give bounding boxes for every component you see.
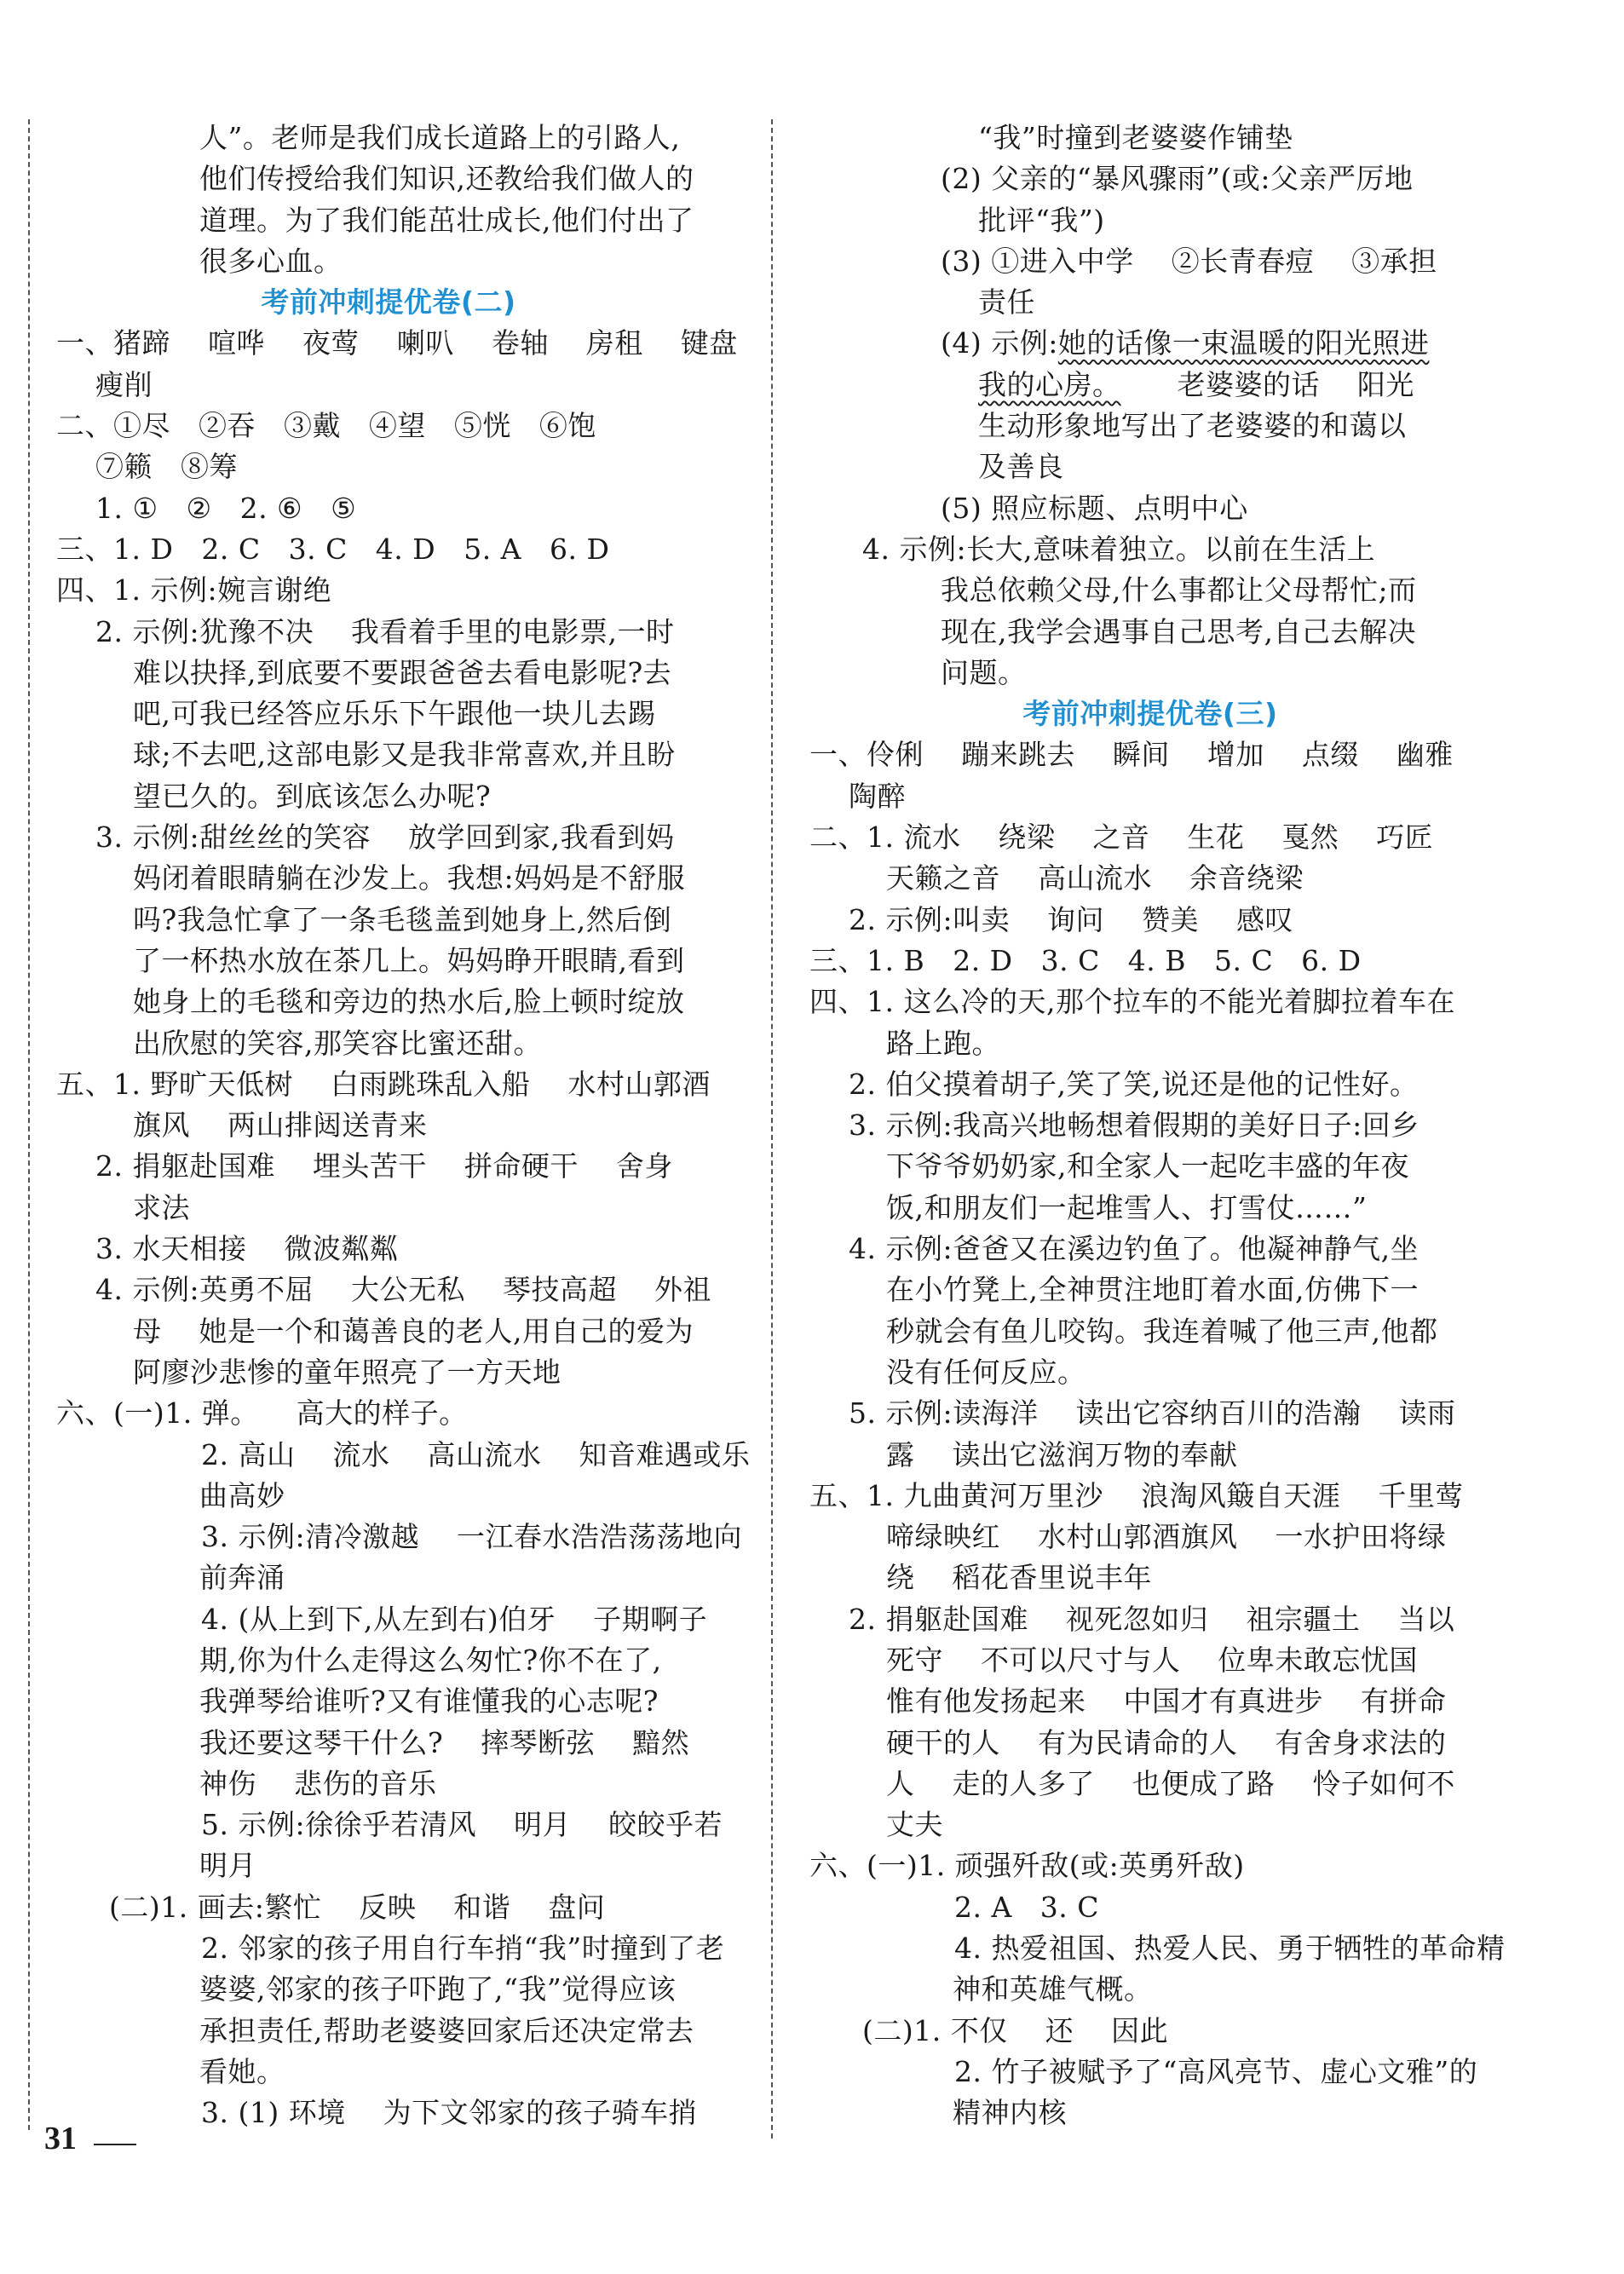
line-text: 精神内核 bbox=[953, 2096, 1067, 2130]
line-text: 3. 示例:甜丝丝的笑容 放学回到家,我看到妈 bbox=[95, 820, 675, 855]
answer-line bbox=[809, 488, 1491, 529]
answer-line bbox=[809, 1887, 1491, 1928]
answer-line bbox=[56, 1105, 738, 1146]
answer-line bbox=[809, 941, 1491, 982]
answer-line bbox=[809, 653, 1491, 694]
answer-line bbox=[809, 529, 1491, 570]
line-text: 陶醉 bbox=[849, 779, 906, 813]
line-text: 她身上的毛毯和旁边的热水后,脸上顿时绽放 bbox=[133, 985, 685, 1019]
answer-line bbox=[809, 1845, 1491, 1886]
line-text: 吧,可我已经答应乐乐下午跟他一块儿去踢 bbox=[133, 697, 656, 731]
line-text: 天籁之音 高山流水 余音绕梁 bbox=[886, 861, 1304, 895]
answer-line bbox=[809, 1557, 1491, 1598]
line-text: 4. 示例:英勇不屈 大公无私 琴技高超 外祖 bbox=[95, 1273, 711, 1307]
answer-line bbox=[809, 365, 1491, 406]
line-text: 六、(一)1. 顽强歼敌(或:英勇歼敌) bbox=[809, 1849, 1245, 1883]
line-text: (2) 父亲的“暴风骤雨”(或:父亲严厉地 bbox=[941, 162, 1414, 196]
answer-line bbox=[56, 241, 738, 282]
answer-line bbox=[56, 1599, 738, 1640]
line-text: 5. 示例:读海洋 读出它容纳百川的浩瀚 读雨 bbox=[849, 1396, 1456, 1431]
line-text: 2. 邻家的孩子用自行车捎“我”时撞到了老 bbox=[201, 1931, 725, 1966]
answer-line bbox=[809, 2011, 1491, 2052]
line-text: 四、1. 示例:婉言谢绝 bbox=[56, 573, 332, 607]
line-text: 生动形象地写出了老婆婆的和蔼以 bbox=[978, 409, 1407, 443]
line-text: 惟有他发扬起来 中国才有真进步 有拼命 bbox=[886, 1684, 1447, 1718]
line-text: (二)1. 画去:繁忙 反映 和谐 盘问 bbox=[109, 1890, 606, 1924]
answer-line bbox=[809, 858, 1491, 899]
line-text: 路上跑。 bbox=[886, 1026, 1000, 1060]
answer-line bbox=[56, 1928, 738, 1969]
answer-line bbox=[809, 1023, 1491, 1064]
line-text: 2. 伯父摸着胡子,笑了笑,说还是他的记性好。 bbox=[849, 1067, 1419, 1101]
answer-line bbox=[56, 1557, 738, 1598]
line-text: 5. 示例:徐徐乎若清风 明月 皎皎乎若 bbox=[201, 1808, 723, 1842]
answer-line bbox=[56, 1269, 738, 1310]
line-text: 吗?我急忙拿了一条毛毯盖到她身上,然后倒 bbox=[133, 902, 672, 936]
line-text: 承担责任,帮助老婆婆回家后还决定常去 bbox=[199, 2013, 694, 2047]
answer-line bbox=[809, 570, 1491, 611]
line-text: 问题。 bbox=[941, 655, 1027, 689]
line-text: 4. (从上到下,从左到右)伯牙 子期啊子 bbox=[201, 1602, 708, 1636]
line-text: 出欣慰的笑容,那笑容比蜜还甜。 bbox=[133, 1026, 542, 1060]
answer-line bbox=[809, 1517, 1491, 1557]
answer-line bbox=[56, 200, 738, 241]
answer-line bbox=[56, 1352, 738, 1393]
left-margin-rule bbox=[28, 119, 30, 2130]
line-text: 硬干的人 有为民请命的人 有舍身求法的 bbox=[886, 1725, 1447, 1759]
line-text: 老婆婆的话 阳光 bbox=[1120, 367, 1414, 401]
line-text: 期,你为什么走得这么匆忙?你不在了, bbox=[199, 1643, 662, 1677]
line-text: 二、1. 流水 绕梁 之音 生花 戛然 巧匠 bbox=[809, 820, 1434, 855]
answer-line bbox=[809, 2052, 1491, 2093]
line-text: 丈夫 bbox=[886, 1808, 943, 1842]
answer-line bbox=[56, 570, 738, 611]
answer-line bbox=[809, 1435, 1491, 1476]
line-text: 了一杯热水放在茶几上。妈妈睁开眼睛,看到 bbox=[133, 943, 685, 977]
answer-line bbox=[56, 1805, 738, 1845]
answer-line bbox=[56, 1229, 738, 1269]
line-text: 啼绿映红 水村山郭酒旗风 一水护田将绿 bbox=[886, 1520, 1447, 1554]
answer-line bbox=[809, 1146, 1491, 1187]
line-text: 2. 高山 流水 高山流水 知音难遇或乐 bbox=[201, 1437, 751, 1471]
answer-line bbox=[809, 1640, 1491, 1681]
answer-line bbox=[809, 1105, 1491, 1146]
answer-line bbox=[809, 1805, 1491, 1845]
answer-line bbox=[809, 1928, 1506, 1969]
answer-line bbox=[809, 1269, 1491, 1310]
answer-line bbox=[809, 1599, 1491, 1640]
line-text: 很多心血。 bbox=[199, 244, 343, 278]
answer-line bbox=[56, 323, 738, 364]
answer-line bbox=[809, 1064, 1491, 1105]
line-text: 4. 热爱祖国、热爱人民、勇于牺牲的革命精 bbox=[954, 1931, 1506, 1966]
line-text: 绕 稻花香里说丰年 bbox=[886, 1561, 1152, 1595]
line-text: 2. 竹子被赋予了“高风亮节、虚心文雅”的 bbox=[954, 2054, 1478, 2088]
answer-line bbox=[56, 529, 738, 570]
answer-line bbox=[56, 1476, 738, 1517]
line-text: 2. 捐躯赴国难 埋头苦干 拼命硬干 舍身 bbox=[95, 1149, 673, 1183]
line-text: ⑦籁 ⑧筹 bbox=[95, 450, 238, 484]
answer-line bbox=[809, 158, 1491, 199]
line-text: (4) 示例: bbox=[941, 326, 1058, 360]
answer-line bbox=[56, 900, 738, 941]
line-text: 求法 bbox=[133, 1190, 190, 1224]
answer-line bbox=[809, 776, 1491, 817]
line-text: 下爷爷奶奶家,和全家人一起吃丰盛的年夜 bbox=[886, 1149, 1409, 1183]
answer-line bbox=[56, 612, 738, 653]
answer-line bbox=[56, 1023, 738, 1064]
line-text: 神伤 悲伤的音乐 bbox=[199, 1766, 437, 1800]
answer-line bbox=[56, 1640, 738, 1681]
answer-line bbox=[809, 1764, 1491, 1805]
answer-line bbox=[809, 2093, 1491, 2133]
answer-line bbox=[809, 1969, 1491, 2010]
line-text: 在小竹凳上,全神贯注地盯着水面,仿佛下一 bbox=[886, 1273, 1419, 1307]
line-text: 责任 bbox=[978, 285, 1035, 320]
answer-line bbox=[56, 1393, 738, 1434]
underlined-text: 她的话像一束温暖的阳光照进 bbox=[1057, 326, 1430, 360]
answer-line bbox=[56, 694, 738, 734]
line-text: 2. 捐躯赴国难 视死忽如归 祖宗疆土 当以 bbox=[849, 1602, 1455, 1636]
answer-line bbox=[56, 941, 738, 982]
answer-line bbox=[809, 1476, 1491, 1517]
answer-line bbox=[56, 1064, 738, 1105]
line-text: 饭,和朋友们一起堆雪人、打雪仗……” bbox=[886, 1190, 1368, 1224]
line-text: 五、1. 九曲黄河万里沙 浪淘风簸自天涯 千里莺 bbox=[809, 1478, 1464, 1512]
line-text: 球;不去吧,这部电影又是我非常喜欢,并且盼 bbox=[133, 738, 676, 772]
line-text: 3. 水天相接 微波粼粼 bbox=[95, 1232, 399, 1266]
line-text: 4. 示例:长大,意味着独立。以前在生活上 bbox=[862, 532, 1376, 566]
line-text: 4. 示例:爸爸又在溪边钓鱼了。他凝神静气,坐 bbox=[849, 1232, 1420, 1266]
line-text: (二)1. 不仅 还 因此 bbox=[862, 2013, 1169, 2047]
line-text: 考前冲刺提优卷(二) bbox=[261, 285, 516, 320]
answer-line bbox=[56, 1887, 738, 1928]
line-text: 3. 示例:清冷激越 一江春水浩浩荡荡地向 bbox=[201, 1520, 743, 1554]
answer-line bbox=[809, 1723, 1491, 1764]
line-text: 难以抉择,到底要不要跟爸爸去看电影呢?去 bbox=[133, 655, 672, 689]
line-text: 2. A 3. C bbox=[954, 1890, 1100, 1924]
answer-line bbox=[56, 365, 738, 406]
line-text: 神和英雄气概。 bbox=[953, 1972, 1153, 2006]
line-text: 四、1. 这么冷的天,那个拉车的不能光着脚拉着车在 bbox=[809, 985, 1455, 1019]
answer-line bbox=[809, 982, 1491, 1022]
answer-line bbox=[809, 1393, 1491, 1434]
answer-line bbox=[56, 158, 738, 199]
line-text: 婆婆,邻家的孩子吓跑了,“我”觉得应该 bbox=[199, 1972, 677, 2006]
answer-line bbox=[809, 612, 1491, 653]
column-divider bbox=[771, 119, 773, 2139]
underlined-text: 我的心房。 bbox=[978, 367, 1121, 401]
line-text: 我还要这琴干什么? 摔琴断弦 黯然 bbox=[199, 1725, 690, 1759]
page-number-rule bbox=[94, 2144, 136, 2145]
left-column bbox=[56, 118, 751, 2134]
line-text: 现在,我学会遇事自己思考,自己去解决 bbox=[941, 614, 1416, 648]
answer-line bbox=[809, 1311, 1491, 1352]
answer-line bbox=[56, 776, 738, 817]
answer-line bbox=[809, 200, 1491, 241]
answer-line bbox=[809, 241, 1491, 282]
line-text: 人”。老师是我们成长道路上的引路人, bbox=[199, 121, 681, 154]
line-text: 看她。 bbox=[199, 2054, 285, 2088]
answer-line bbox=[809, 1681, 1491, 1722]
answer-line bbox=[56, 1764, 738, 1805]
line-text: 我总依赖父母,什么事都让父母帮忙;而 bbox=[941, 573, 1417, 607]
line-text: 六、(一)1. 弹。 高大的样子。 bbox=[56, 1396, 468, 1431]
answer-line bbox=[56, 1969, 738, 2010]
answer-line bbox=[56, 2011, 738, 2052]
answer-line bbox=[56, 1517, 743, 1557]
line-text: 妈闭着眼睛躺在沙发上。我想:妈妈是不舒服 bbox=[133, 861, 686, 895]
answer-line bbox=[56, 653, 738, 694]
line-text: 秒就会有鱼儿咬钩。我连着喊了他三声,他都 bbox=[886, 1314, 1438, 1348]
answer-line bbox=[809, 734, 1491, 775]
answer-line bbox=[56, 1845, 738, 1886]
line-text: 露 读出它滋润万物的奉献 bbox=[886, 1437, 1238, 1471]
line-text: 批评“我”) bbox=[978, 203, 1105, 237]
page-number: 31 bbox=[44, 2121, 77, 2156]
answer-line bbox=[56, 1188, 738, 1229]
line-text: 一、猪蹄 喧哗 夜莺 喇叭 卷轴 房租 键盘 bbox=[56, 326, 738, 360]
line-text: “我”时撞到老婆婆作铺垫 bbox=[978, 121, 1293, 154]
line-text: 我弹琴给谁听?又有谁懂我的心志呢? bbox=[199, 1684, 659, 1718]
answer-line bbox=[56, 488, 738, 529]
line-text: 明月 bbox=[199, 1849, 256, 1883]
answer-line bbox=[56, 817, 738, 858]
line-text: 道理。为了我们能茁壮成长,他们付出了 bbox=[199, 203, 694, 237]
answer-line bbox=[56, 2052, 738, 2093]
answer-line bbox=[809, 1352, 1491, 1393]
line-text: 二、①尽 ②吞 ③戴 ④望 ⑤恍 ⑥饱 bbox=[56, 409, 596, 443]
answer-line bbox=[56, 982, 738, 1022]
line-text: 曲高妙 bbox=[199, 1478, 285, 1512]
answer-line bbox=[809, 1188, 1491, 1229]
answer-line bbox=[809, 282, 1491, 323]
answer-line bbox=[809, 406, 1491, 446]
line-text: (3) ①进入中学 ②长青春痘 ③承担 bbox=[941, 244, 1437, 278]
line-text: 死守 不可以尺寸与人 位卑未敢忘忧国 bbox=[886, 1643, 1418, 1677]
line-text: 考前冲刺提优卷(三) bbox=[1022, 697, 1278, 731]
answer-line bbox=[56, 1723, 738, 1764]
line-text: 旗风 两山排闼送青来 bbox=[133, 1108, 428, 1143]
line-text: 瘦削 bbox=[95, 367, 153, 401]
line-text: 一、伶俐 蹦来跳去 瞬间 增加 点缀 幽雅 bbox=[809, 738, 1454, 772]
line-text: 1. ① ② 2. ⑥ ⑤ bbox=[95, 491, 357, 525]
line-text: 及善良 bbox=[978, 450, 1064, 484]
answer-line bbox=[809, 817, 1491, 858]
line-text: 他们传授给我们知识,还教给我们做人的 bbox=[199, 162, 694, 196]
answer-line bbox=[56, 406, 738, 446]
answer-line bbox=[809, 118, 1491, 158]
answer-line bbox=[809, 446, 1491, 487]
line-text: 望已久的。到底该怎么办呢? bbox=[133, 779, 492, 813]
line-text: 3. 示例:我高兴地畅想着假期的美好日子:回乡 bbox=[849, 1108, 1420, 1143]
line-text: 三、1. B 2. D 3. C 4. B 5. C 6. D bbox=[809, 943, 1362, 977]
answer-line bbox=[56, 858, 738, 899]
answer-line bbox=[809, 323, 1491, 364]
line-text: 三、1. D 2. C 3. C 4. D 5. A 6. D bbox=[56, 532, 610, 566]
answer-line bbox=[56, 446, 738, 487]
answer-line bbox=[56, 734, 738, 775]
answer-line bbox=[56, 2093, 738, 2133]
answer-line bbox=[56, 118, 738, 158]
answer-line bbox=[809, 1229, 1491, 1269]
line-text: 2. 示例:犹豫不决 我看着手里的电影票,一时 bbox=[95, 614, 675, 648]
line-text: (5) 照应标题、点明中心 bbox=[941, 491, 1248, 525]
section-title bbox=[56, 282, 738, 323]
line-text: 3. (1) 环境 为下文邻家的孩子骑车捎 bbox=[201, 2096, 698, 2130]
line-text: 2. 示例:叫卖 询问 赞美 感叹 bbox=[849, 902, 1293, 936]
line-text: 人 走的人多了 也便成了路 怜子如何不 bbox=[886, 1766, 1455, 1800]
section-title bbox=[809, 694, 1491, 734]
line-text: 阿廖沙悲惨的童年照亮了一方天地 bbox=[133, 1355, 561, 1389]
answer-line bbox=[809, 900, 1491, 941]
answer-line bbox=[56, 1681, 738, 1722]
answer-line bbox=[56, 1435, 751, 1476]
answer-line bbox=[56, 1311, 738, 1352]
answer-line bbox=[56, 1146, 738, 1187]
line-text: 没有任何反应。 bbox=[886, 1355, 1086, 1389]
right-column bbox=[809, 118, 1506, 2134]
line-text: 前奔涌 bbox=[199, 1561, 285, 1595]
line-text: 母 她是一个和蔼善良的老人,用自己的爱为 bbox=[133, 1314, 694, 1348]
line-text: 五、1. 野旷天低树 白雨跳珠乱入船 水村山郭酒 bbox=[56, 1067, 711, 1101]
